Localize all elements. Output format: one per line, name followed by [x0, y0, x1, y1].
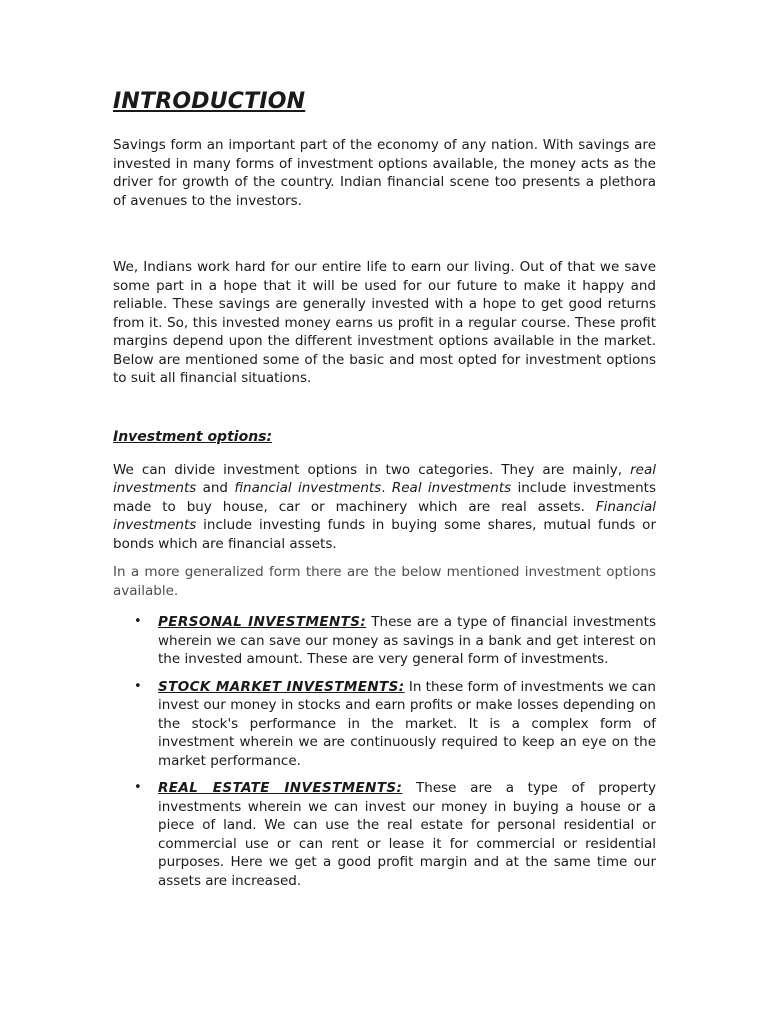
bullet-term: REAL ESTATE INVESTMENTS: — [158, 780, 403, 796]
intro-paragraph-1: Savings form an important part of the economy of any nation. With savings are invested in many forms of investment options available, the money acts as the driver for growth of the country. Indian financial scene too presents a plethora of avenues to the investors. — [113, 137, 656, 209]
intro-paragraph-2: We, Indians work hard for our entire life to earn our living. Out of that we save some part in a hope that it will be used for our future to make it happy and reliable. These savings are generally invested with a hope to get good returns from it. So, this invested money earns us profit in a regular course. These profit margins depend upon the different investment options available in the market. Below are mentioned some of the basic and most opted for investment options to suit all financial situations. — [113, 259, 656, 386]
list-item — [134, 779, 656, 890]
categories-text-1: We can divide investment options in two categories. They are mainly, — [113, 461, 631, 478]
term-real-investments-2: Real investments — [391, 480, 512, 496]
bullet-term: STOCK MARKET INVESTMENTS: — [158, 678, 405, 695]
generalized-paragraph: In a more generalized form there are the below mentioned investment options available. — [113, 564, 656, 599]
term-financial-investments: financial investments — [234, 480, 382, 496]
list-item — [134, 678, 656, 771]
list-item — [134, 613, 656, 669]
term-real-investments: real investments — [113, 461, 656, 496]
term-financial-investments-2: Financial investments — [113, 498, 656, 533]
section-heading: Investment options: — [113, 428, 273, 445]
bullet-icon: • — [134, 678, 142, 694]
bullet-text: These are a type of financial investments wherein we can save our money as savings in a bank and get interest on the invested amount. These are very general form of investments. — [158, 614, 656, 667]
categories-text-3: . — [381, 480, 392, 496]
categories-text-4: include investments made to buy house, car or machinery which are real assets. — [113, 480, 656, 515]
bullet-term: PERSONAL INVESTMENTS: — [158, 614, 367, 630]
bullet-text: In these form of investments we can invest our money in stocks and earn profits or make losses depending on the stock's performance in the market. It is a complex form of investment wherein we are continuously required to keep an eye on the market performance. — [158, 678, 656, 769]
categories-text-2: and — [196, 480, 235, 496]
investment-list — [113, 613, 656, 890]
bullet-icon: • — [134, 780, 142, 795]
categories-text-5: include investing funds in buying some shares, mutual funds or bonds which are financial assets. — [113, 517, 656, 552]
bullet-text: These are a type of property investments wherein we can invest our money in buying a house or a piece of land. We can use the real estate for personal residential or commercial use or can rent or lease it for commercial or residential purposes. Here we get a good profit margin and at the same time our assets are increased. — [158, 780, 656, 889]
page-title: INTRODUCTION — [113, 89, 306, 114]
bullet-icon: • — [134, 614, 142, 629]
categories-paragraph — [113, 461, 656, 554]
